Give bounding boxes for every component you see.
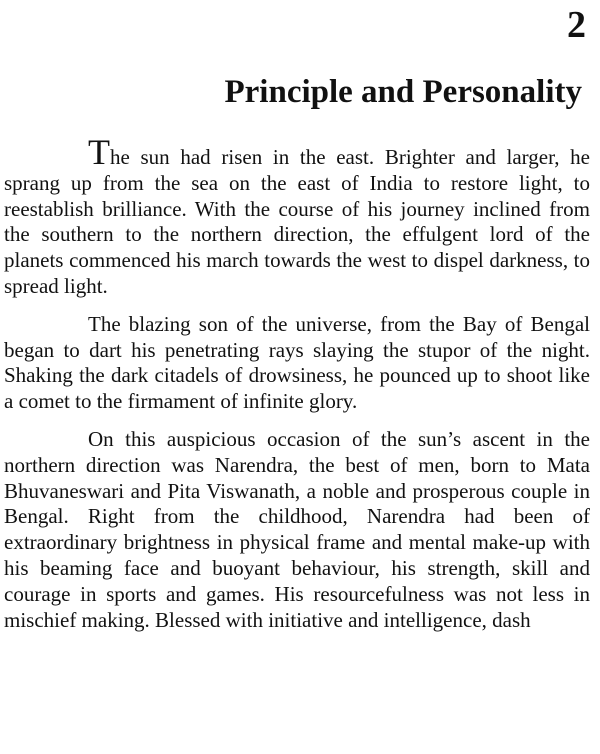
chapter-title: Principle and Personality: [224, 74, 582, 110]
paragraph-2: The blazing son of the universe, from the Bay of Bengal began to dart his penetrating rays slaying the stupor of the night. Shaking the dark citadels of drowsiness, he pounced up to shoot like a comet to the firmament of infinite glory.: [4, 311, 590, 414]
paragraph-3: On this auspicious occasion of the sun’s ascent in the northern direction was Narendra, the best of men, born to Mata Bhuvaneswari and Pita Viswanath, a noble and prosperous couple in Bengal. Right from the childhood, Narendra had been of extraordinary brightness in physical frame and mental make-up with his beaming face and buoyant behaviour, his strength, skill and courage in sports and games. His resourcefulness was not less in mischief making. Blessed with initiative and intelligence, dash: [4, 426, 590, 632]
chapter-number: 2: [567, 4, 586, 46]
paragraph-1: [4, 132, 590, 300]
drop-cap-initial: T: [88, 132, 110, 172]
chapter-body: [4, 132, 590, 633]
paragraph-1-text: he sun had risen in the east. Brighter and larger, he sprang up from the sea on the east of India to restore light, to reestablish brilliance. With the course of his journey inclined from the southern to the northern direction, the effulgent lord of the planets commenced his march towards the west to dispel darkness, to spread light.: [4, 145, 590, 298]
